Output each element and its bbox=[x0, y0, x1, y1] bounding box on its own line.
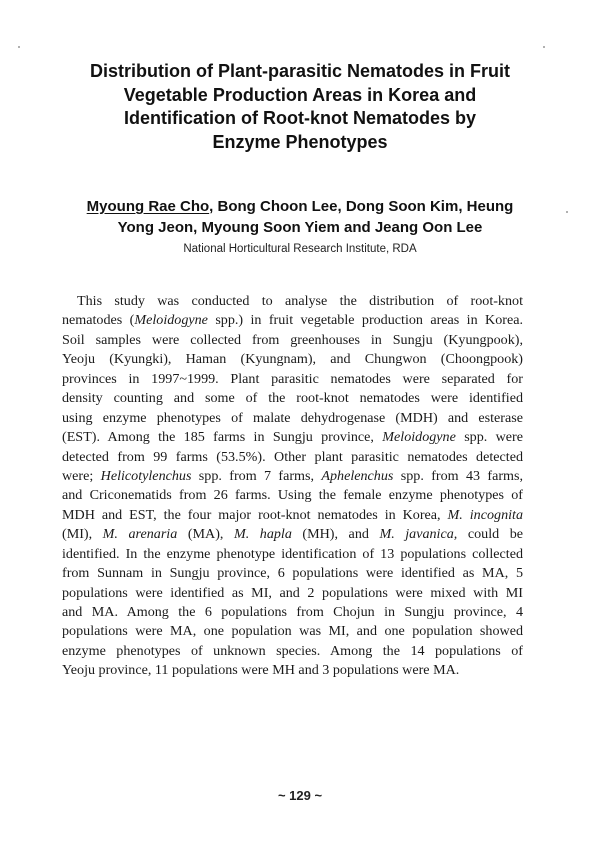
abstract-line bbox=[62, 292, 523, 311]
text-run: Yeoju (Kyungki), Haman (Kyungnam), and Chungwon (Choongpook) bbox=[62, 351, 523, 368]
text-run: spp.) in fruit vegetable production areas in Korea. bbox=[207, 312, 523, 329]
abstract-line bbox=[62, 448, 523, 467]
co-authors: , Bong Choon Lee, Dong Soon Kim, Heung bbox=[209, 198, 514, 215]
author-list bbox=[40, 196, 560, 238]
text-run: populations were identified as MI, and 2 populations were mixed with MI bbox=[62, 584, 523, 601]
first-author: Myoung Rae Cho bbox=[86, 198, 210, 215]
page-number: ~ 129 ~ bbox=[277, 788, 323, 803]
text-run: (MA), bbox=[177, 526, 234, 543]
abstract-line bbox=[62, 506, 523, 525]
text-run: using enzyme phenotypes of malate dehydrogenase (MDH) and esterase bbox=[62, 409, 523, 426]
text-run: MDH and EST, the four major root-knot nematodes in Korea, bbox=[62, 506, 448, 523]
scan-speck bbox=[543, 46, 545, 48]
abstract-line bbox=[62, 428, 523, 447]
text-run: Soil samples were collected from greenhouses in Sungju (Kyungpook), bbox=[62, 331, 523, 348]
text-run: (MI), bbox=[62, 526, 103, 543]
italic-term: M. incognita bbox=[447, 506, 524, 523]
italic-term: Aphelenchus bbox=[321, 467, 394, 484]
italic-term: M. javanica, bbox=[379, 526, 458, 543]
author-line: Yong Jeon, Myoung Soon Yiem and Jeang Oon Lee bbox=[117, 219, 483, 236]
affiliation: National Horticultural Research Institute, RDA bbox=[183, 243, 417, 255]
abstract-line bbox=[62, 661, 523, 680]
abstract-line bbox=[62, 389, 523, 408]
scan-speck bbox=[566, 211, 568, 213]
text-run: could be bbox=[457, 526, 523, 543]
author-line bbox=[40, 196, 560, 217]
text-run: and Criconematids from 26 farms. Using the female enzyme phenotypes of bbox=[62, 487, 523, 504]
text-run: (EST). Among the 185 farms in Sungju province, bbox=[62, 429, 383, 446]
text-run: density counting and some of the root-knot nematodes were identified bbox=[62, 390, 523, 407]
text-run: were; bbox=[62, 467, 101, 484]
title-line: Distribution of Plant-parasitic Nematodes in Fruit bbox=[89, 61, 511, 81]
text-run: (MH), and bbox=[291, 526, 380, 543]
text-run: spp. from 7 farms, bbox=[191, 467, 322, 484]
text-run: detected from 99 farms (53.5%). Other plant parasitic nematodes detected bbox=[62, 448, 523, 465]
text-run: nematodes ( bbox=[62, 312, 135, 329]
text-run: and MA. Among the 6 populations from Chojun in Sungju province, 4 bbox=[62, 604, 523, 620]
abstract-line bbox=[62, 545, 523, 564]
text-run: populations were MA, one population was MI, and one population showed bbox=[62, 623, 523, 640]
title-line: Identification of Root-knot Nematodes by bbox=[123, 108, 476, 128]
abstract-line bbox=[62, 331, 523, 350]
abstract-line bbox=[62, 603, 523, 622]
paper-title bbox=[40, 60, 560, 154]
text-run: spp. were bbox=[455, 429, 523, 446]
abstract-line bbox=[62, 584, 523, 603]
text-run: identified. In the enzyme phenotype identification of 13 populations collected bbox=[62, 545, 523, 562]
text-run: enzyme phenotypes of unknown species. Among the 14 populations of bbox=[62, 642, 523, 659]
abstract-body bbox=[62, 292, 523, 681]
abstract-line bbox=[62, 350, 523, 369]
text-run: Yeoju province, 11 populations were MH and 3 populations were MA. bbox=[62, 662, 460, 679]
text-run: spp. from 43 farms, bbox=[393, 467, 523, 484]
abstract-line bbox=[62, 642, 523, 661]
italic-term: Helicotylenchus bbox=[100, 467, 192, 484]
text-run: This study was conducted to analyse the distribution of root-knot bbox=[77, 293, 523, 309]
italic-term: Meloidogyne bbox=[134, 312, 208, 329]
abstract-line bbox=[62, 370, 523, 389]
italic-term: Meloidogyne bbox=[382, 429, 456, 446]
abstract-line bbox=[62, 486, 523, 505]
text-run: from Sunnam in Sungju province, 6 populations were identified as MA, 5 bbox=[62, 565, 523, 582]
italic-term: M. hapla bbox=[233, 526, 292, 543]
abstract-line bbox=[62, 467, 523, 486]
italic-term: M. arenaria bbox=[102, 526, 178, 543]
abstract-line bbox=[62, 564, 523, 583]
abstract-line bbox=[62, 525, 523, 544]
title-line: Vegetable Production Areas in Korea and bbox=[123, 84, 477, 105]
text-run: provinces in 1997~1999. Plant parasitic nematodes were separated for bbox=[62, 370, 523, 387]
abstract-line bbox=[62, 409, 523, 428]
title-line: Enzyme Phenotypes bbox=[212, 131, 388, 152]
abstract-line bbox=[62, 622, 523, 641]
scan-speck bbox=[18, 46, 20, 48]
abstract-line bbox=[62, 311, 523, 330]
